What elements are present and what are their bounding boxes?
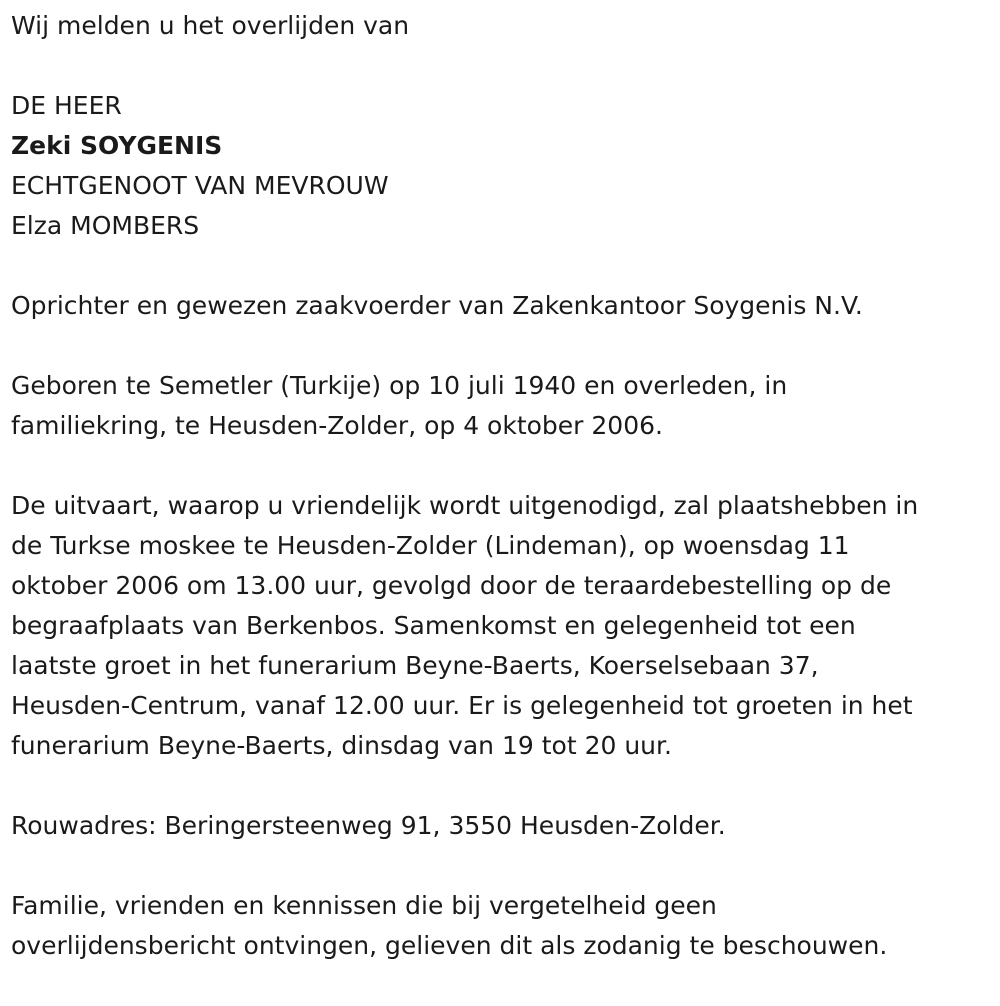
spacer <box>11 766 986 806</box>
birth-death-paragraph <box>11 366 986 446</box>
paragraph-line: Heusden-Centrum, vanaf 12.00 uur. Er is gelegenheid tot groeten in het <box>11 691 913 720</box>
spacer <box>11 326 986 366</box>
paragraph-line: laatste groet in het funerarium Beyne-Baerts, Koerselsebaan 37, <box>11 651 819 680</box>
paragraph-line: funerarium Beyne-Baerts, dinsdag van 19 tot 20 uur. <box>11 731 672 760</box>
paragraph-line: begraafplaats van Berkenbos. Samenkomst en gelegenheid tot een <box>11 611 856 640</box>
relation-text: ECHTGENOOT VAN MEVROUW <box>11 171 389 200</box>
paragraph-line: Familie, vrienden en kennissen die bij vergetelheid geen <box>11 891 717 920</box>
paragraph-line: familiekring, te Heusden-Zolder, op 4 oktober 2006. <box>11 411 663 440</box>
spacer <box>11 46 986 86</box>
intro-text: Wij melden u het overlijden van <box>11 11 410 40</box>
paragraph-line: De uitvaart, waarop u vriendelijk wordt uitgenodigd, zal plaatshebben in <box>11 491 919 520</box>
paragraph-line: overlijdensbericht ontvingen, gelieven dit als zodanig te beschouwen. <box>11 931 888 960</box>
spouse-name: Elza MOMBERS <box>11 211 200 240</box>
funeral-paragraph <box>11 486 986 766</box>
paragraph-line: Geboren te Semetler (Turkije) op 10 juli 1940 en overleden, in <box>11 371 788 400</box>
mourning-address: Rouwadres: Beringersteenweg 91, 3550 Heusden-Zolder. <box>11 811 726 840</box>
closing-paragraph <box>11 886 986 966</box>
occupation-text: Oprichter en gewezen zaakvoerder van Zakenkantoor Soygenis N.V. <box>11 291 863 320</box>
paragraph-line: de Turkse moskee te Heusden-Zolder (Lindeman), op woensdag 11 <box>11 531 850 560</box>
spacer <box>11 846 986 886</box>
spacer <box>11 446 986 486</box>
paragraph-line: oktober 2006 om 13.00 uur, gevolgd door de teraardebestelling op de <box>11 571 892 600</box>
obituary-document <box>11 6 986 966</box>
spacer <box>11 246 986 286</box>
deceased-title: DE HEER <box>11 91 122 120</box>
deceased-name: Zeki SOYGENIS <box>11 131 223 160</box>
